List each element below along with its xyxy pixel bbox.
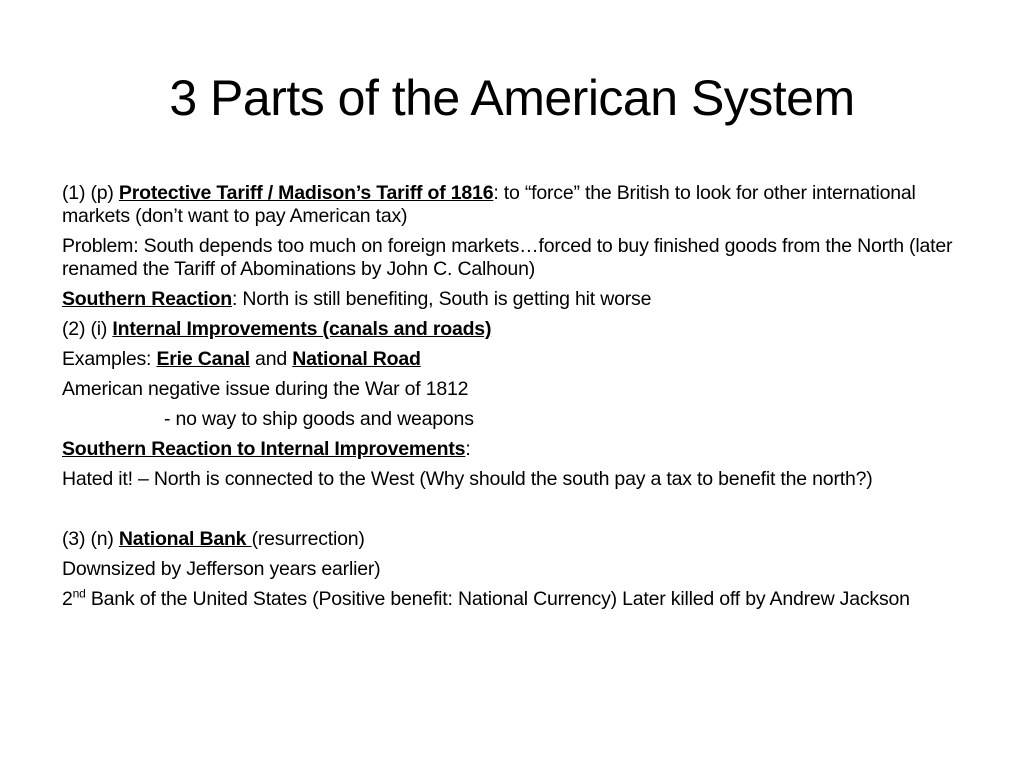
protective-tariff-description: : to “force” the British to look for other international markets (don’t want to pay American tax) [62, 182, 916, 227]
paragraph-southern-reaction-improvements [62, 438, 967, 461]
second-bank-ordinal: nd [72, 586, 86, 601]
national-bank-description: (resurrection) [251, 528, 365, 550]
paragraph-second-bank [62, 588, 967, 611]
part-number-3: (3) (n) [62, 528, 119, 550]
slide-title: 3 Parts of the American System [169, 70, 855, 126]
second-bank-number: 2 [62, 588, 73, 610]
paragraph-tariff-problem: Problem: South depends too much on foreign markets…forced to buy finished goods from the North (later renamed the Tariff of Abominations by John C. Calhoun) [62, 235, 953, 280]
paragraph-hated-it: Hated it! – North is connected to the West (Why should the south pay a tax to benefit the north?) [62, 468, 873, 490]
slide-body [62, 182, 967, 618]
paragraph-national-bank [62, 528, 967, 551]
paragraph-southern-reaction-tariff [62, 288, 967, 311]
paragraph-internal-improvements [62, 318, 967, 341]
protective-tariff-term: Protective Tariff / Madison’s Tariff of 1816 [118, 182, 494, 204]
paragraph-no-way-to-ship: - no way to ship goods and weapons [164, 408, 474, 430]
southern-reaction-improvements-colon: : [465, 438, 471, 460]
southern-reaction-text: : North is still benefiting, South is getting hit worse [231, 288, 652, 310]
southern-reaction-term: Southern Reaction [62, 288, 232, 310]
national-road-term: National Road [292, 348, 421, 370]
paragraph-examples [62, 348, 967, 371]
second-bank-description: Bank of the United States (Positive benefit: National Currency) Later killed off by Andrew Jackson [85, 588, 910, 610]
erie-canal-term: Erie Canal [156, 348, 250, 370]
part-number-1: (1) (p) [62, 182, 119, 204]
examples-label: Examples: [62, 348, 157, 370]
examples-connector: and [249, 348, 293, 370]
part-number-2: (2) (i) [62, 318, 113, 340]
southern-reaction-improvements-term: Southern Reaction to Internal Improvements [62, 438, 466, 460]
national-bank-term: National Bank [118, 528, 252, 550]
paragraph-downsized: Downsized by Jefferson years earlier) [62, 558, 381, 580]
internal-improvements-term: Internal Improvements (canals and roads) [112, 318, 492, 340]
paragraph-protective-tariff [62, 182, 967, 228]
paragraph-war-of-1812: American negative issue during the War of 1812 [62, 378, 469, 400]
